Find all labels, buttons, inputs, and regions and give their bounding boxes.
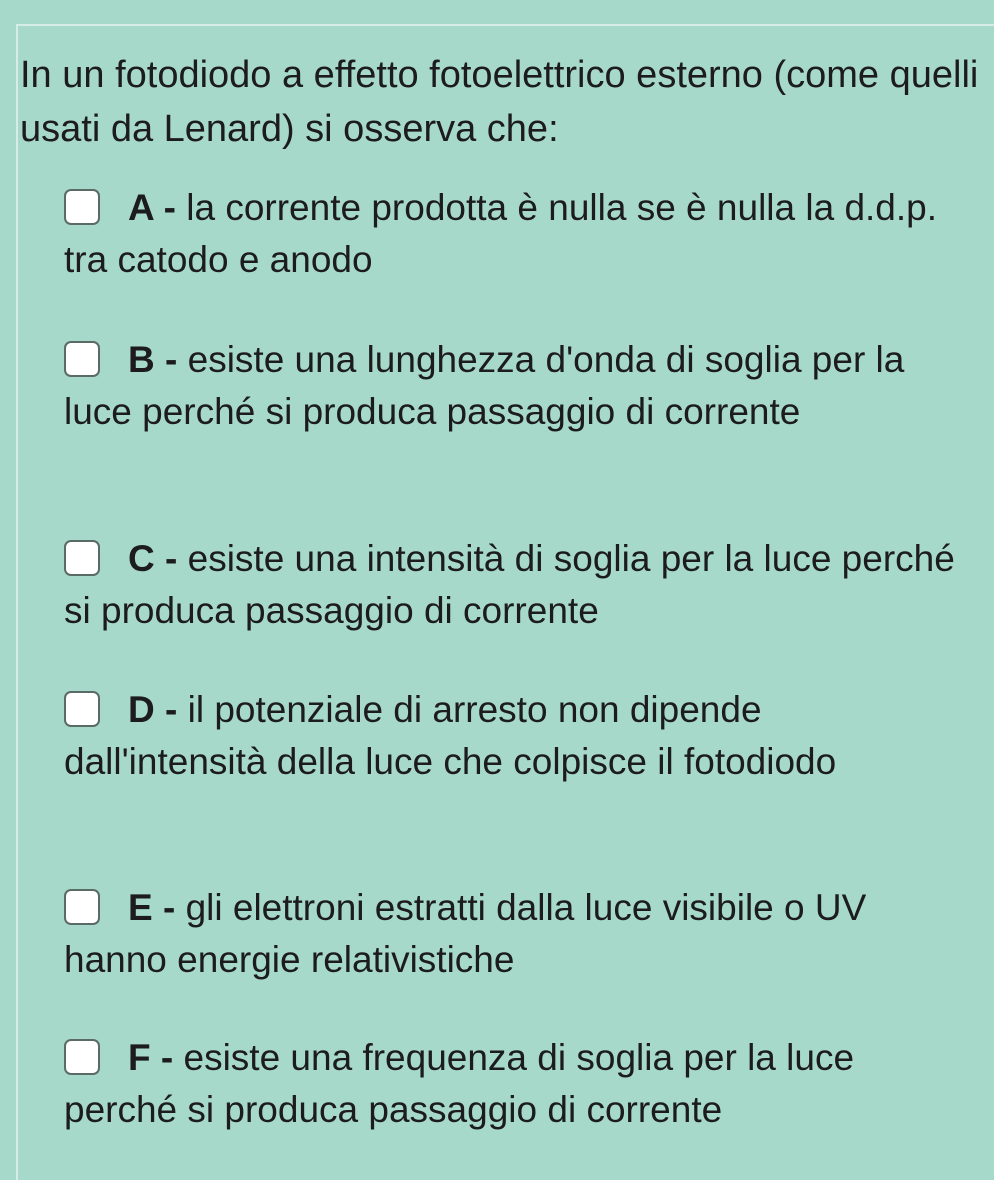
option-c[interactable] xyxy=(64,533,964,637)
left-border xyxy=(16,24,18,1180)
option-a-letter: A xyxy=(128,187,154,228)
top-border xyxy=(16,24,994,26)
option-c-text: esiste una intensità di soglia per la luce perché si produca passaggio di corrente xyxy=(64,538,955,631)
option-b-letter: B xyxy=(128,339,155,380)
option-a[interactable] xyxy=(64,182,964,286)
option-d-letter: D xyxy=(128,689,155,730)
option-b[interactable] xyxy=(64,334,964,438)
option-a-separator: - xyxy=(153,187,187,228)
option-b-separator: - xyxy=(154,339,188,380)
checkbox-b[interactable] xyxy=(64,341,100,377)
option-d-text: il potenziale di arresto non dipende dall'intensità della luce che colpisce il fotodiodo xyxy=(64,689,837,782)
option-a-text: la corrente prodotta è nulla se è nulla la d.d.p. tra catodo e anodo xyxy=(64,187,938,280)
option-e-separator: - xyxy=(152,887,186,928)
option-f-text: esiste una frequenza di soglia per la luce perché si produca passaggio di corrente xyxy=(64,1037,855,1130)
option-e-letter: E xyxy=(128,887,153,928)
checkbox-a[interactable] xyxy=(64,189,100,225)
option-f-letter: F xyxy=(128,1037,151,1078)
option-f[interactable] xyxy=(64,1032,964,1136)
option-e[interactable] xyxy=(64,882,964,986)
option-d-separator: - xyxy=(154,689,188,730)
option-f-separator: - xyxy=(150,1037,184,1078)
question-text: In un fotodiodo a effetto fotoelettrico esterno (come quelli usati da Lenard) si osserva che: xyxy=(20,54,979,150)
checkbox-f[interactable] xyxy=(64,1039,100,1075)
checkbox-c[interactable] xyxy=(64,540,100,576)
option-c-letter: C xyxy=(128,538,155,579)
option-e-text: gli elettroni estratti dalla luce visibile o UV hanno energie relativistiche xyxy=(64,887,867,980)
checkbox-e[interactable] xyxy=(64,889,100,925)
option-b-text: esiste una lunghezza d'onda di soglia per la luce perché si produca passaggio di corrente xyxy=(64,339,905,432)
checkbox-d[interactable] xyxy=(64,691,100,727)
option-d[interactable] xyxy=(64,684,964,788)
option-c-separator: - xyxy=(154,538,188,579)
